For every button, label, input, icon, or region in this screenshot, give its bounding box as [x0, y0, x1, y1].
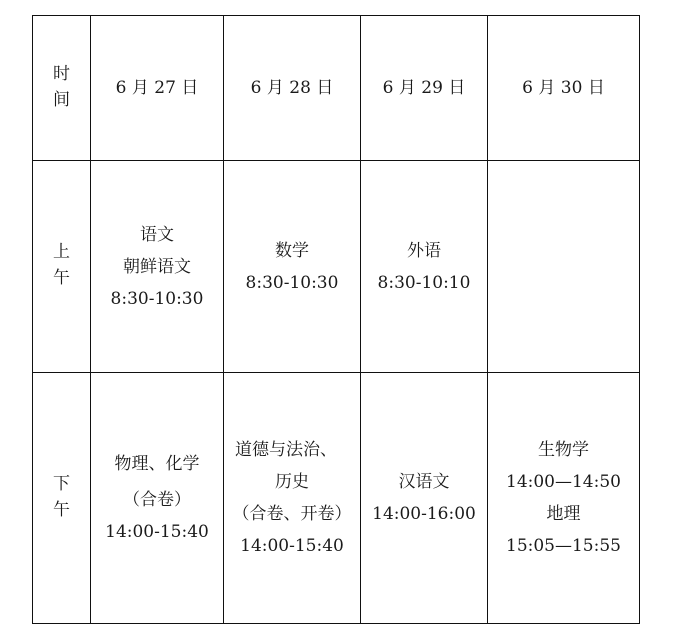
exam-cell: [224, 373, 361, 624]
subject-label: 物理、化学: [114, 454, 200, 474]
time-range: 8:30-10:30: [110, 288, 204, 309]
exam-cell: [361, 373, 488, 624]
row-header-cell: [33, 161, 91, 373]
note-label: （合卷）: [123, 490, 191, 510]
subject-label: 地理: [546, 504, 581, 524]
morning-label: 上午: [53, 242, 70, 288]
header-row: [33, 16, 640, 161]
subject-label: 历史: [275, 472, 309, 492]
subject-label: 数学: [275, 240, 309, 261]
afternoon-label: 下午: [53, 473, 70, 520]
date-label: 6 月 30 日: [522, 78, 605, 98]
corner-cell: [33, 16, 91, 161]
date-label: 6 月 28 日: [250, 78, 334, 98]
time-range: 8:30-10:10: [377, 272, 471, 293]
note-label: （合卷、开卷）: [232, 504, 352, 524]
date-header-cell: [224, 16, 361, 161]
subject-label: 生物学: [538, 440, 589, 460]
subject-label: 朝鲜语文: [123, 256, 191, 277]
subject-label: 外语: [407, 240, 441, 261]
time-range: 14:00-16:00: [372, 504, 476, 524]
exam-cell-empty: [488, 161, 640, 373]
subject-label: 汉语文: [398, 472, 450, 492]
exam-cell: [224, 161, 361, 373]
time-range: 14:00-15:40: [240, 536, 344, 556]
time-range: 14:00—14:50: [506, 472, 621, 492]
date-label: 6 月 29 日: [382, 78, 466, 98]
exam-cell: [91, 373, 224, 624]
date-header-cell: [361, 16, 488, 161]
date-header-cell: [488, 16, 640, 161]
time-range: 14:00-15:40: [105, 522, 209, 542]
exam-cell: [361, 161, 488, 373]
date-label: 6 月 27 日: [115, 78, 199, 98]
time-range: 8:30-10:30: [245, 272, 339, 293]
afternoon-row: [33, 373, 640, 624]
time-range: 15:05—15:55: [506, 536, 621, 556]
exam-schedule-table: [32, 15, 640, 624]
exam-cell: [488, 373, 640, 624]
time-label: 时间: [53, 63, 70, 110]
date-header-cell: [91, 16, 224, 161]
exam-cell: [91, 161, 224, 373]
subject-label: 语文: [140, 224, 174, 245]
subject-label: 道德与法治、: [235, 440, 337, 460]
row-header-cell: [33, 373, 91, 624]
morning-row: [33, 161, 640, 373]
